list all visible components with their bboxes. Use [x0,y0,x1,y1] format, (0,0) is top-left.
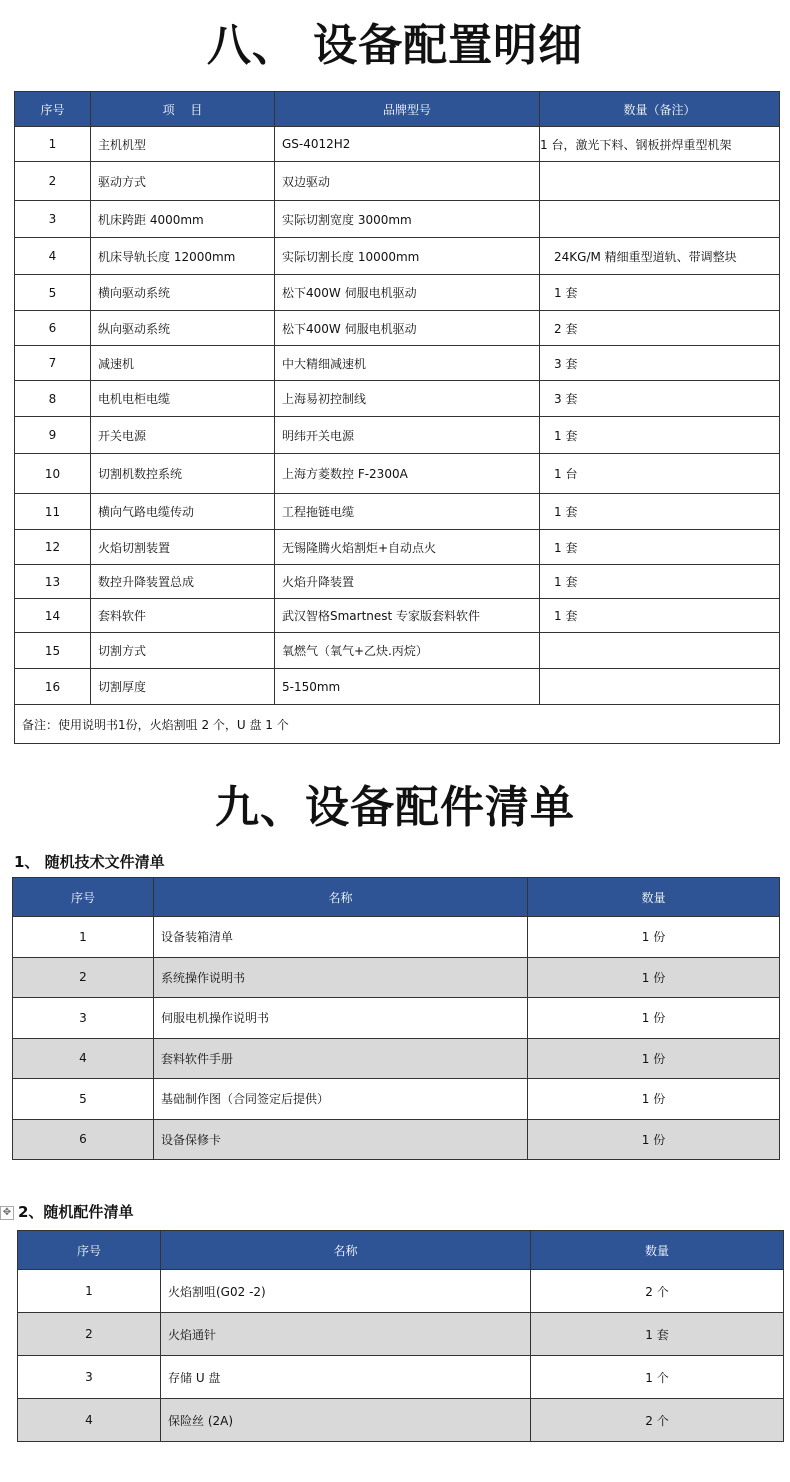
header-cell: 序号 [18,1231,161,1270]
table-cell: 2 个 [531,1270,784,1313]
table-cell: 基础制作图（合同签定后提供） [154,1079,528,1120]
note-cell: 备注：使用说明书1份，火焰割咀 2 个，U 盘 1 个 [15,705,780,744]
table-cell: 1 台，激光下料、钢板拼焊重型机架 [540,127,780,162]
header-cell: 名称 [161,1231,531,1270]
tech-docs-table [12,877,780,1160]
table-cell: 保险丝 (2A) [161,1399,531,1442]
table-cell: 实际切割宽度 3000mm [275,201,540,238]
table-cell: 16 [15,669,91,705]
table-row [13,998,780,1039]
table-cell: 2 个 [531,1399,784,1442]
table-cell [540,633,780,669]
table-row [18,1399,784,1442]
table-cell: 1 份 [528,957,780,998]
table-cell: 3 套 [540,381,780,417]
table-cell: 1 套 [540,565,780,599]
table-cell: 8 [15,381,91,417]
table-cell: 横向驱动系统 [91,275,275,311]
table-cell: 实际切割长度 10000mm [275,238,540,275]
table-cell: 横向气路电缆传动 [91,494,275,530]
section-8-title: 八、 设备配置明细 [206,20,584,71]
table-cell: 1 [13,917,154,958]
table-row [13,917,780,958]
header-cell: 数量 [528,878,780,917]
accessories-heading: 2、随机配件清单 [18,1203,134,1221]
table-cell: 电机电柜电缆 [91,381,275,417]
table-cell: 5 [13,1079,154,1120]
table-cell: 数控升降装置总成 [91,565,275,599]
table-cell: 切割机数控系统 [91,454,275,494]
table-row [15,530,780,565]
table-cell: 2 [18,1313,161,1356]
header-cell: 序号 [15,92,91,127]
table-row [15,201,780,238]
table-cell: 切割方式 [91,633,275,669]
note-row [15,705,780,744]
table-cell: 2 套 [540,311,780,346]
table-cell: 15 [15,633,91,669]
table-cell: 火焰割咀(G02 -2) [161,1270,531,1313]
table-row [13,1119,780,1160]
table-row [18,1313,784,1356]
table-cell: 6 [13,1119,154,1160]
table-row [15,494,780,530]
table-cell: 4 [18,1399,161,1442]
accessories-table [17,1230,784,1442]
header-cell: 名称 [154,878,528,917]
table-row [15,238,780,275]
table-cell: 主机机型 [91,127,275,162]
table-cell: 减速机 [91,346,275,381]
table-cell: 无锡隆腾火焰割炬+自动点火 [275,530,540,565]
table-cell: 设备装箱清单 [154,917,528,958]
table-cell: 10 [15,454,91,494]
table-cell: 火焰通针 [161,1313,531,1356]
table-cell: 机床跨距 4000mm [91,201,275,238]
table-row [15,162,780,201]
table-row [15,346,780,381]
move-handle-icon[interactable]: ✥ [0,1206,14,1220]
table-row [15,417,780,454]
table-cell: 设备保修卡 [154,1119,528,1160]
table-cell: 切割厚度 [91,669,275,705]
table-row [15,599,780,633]
table-cell: 1 [18,1270,161,1313]
table-cell: 氧燃气（氧气+乙炔.丙烷） [275,633,540,669]
table-row [15,454,780,494]
table-cell: 开关电源 [91,417,275,454]
table-row [15,381,780,417]
table-row [13,1079,780,1120]
table-row [15,127,780,162]
config-table-header [15,92,780,127]
table-cell: 2 [13,957,154,998]
table-cell: GS-4012H2 [275,127,540,162]
table-cell: 14 [15,599,91,633]
table-cell [540,669,780,705]
header-cell: 数量 [531,1231,784,1270]
tech-docs-heading: 1、 随机技术文件清单 [14,853,165,871]
table-cell: 1 套 [540,599,780,633]
table-cell: 1 份 [528,1079,780,1120]
table-cell: 明纬开关电源 [275,417,540,454]
table-cell: 5-150mm [275,669,540,705]
table-row [13,1038,780,1079]
table-cell: 4 [13,1038,154,1079]
table-row [13,957,780,998]
header-cell: 品牌型号 [275,92,540,127]
table-cell: 武汉智格Smartnest 专家版套料软件 [275,599,540,633]
table-cell: 中大精细减速机 [275,346,540,381]
table-cell: 工程拖链电缆 [275,494,540,530]
header-cell: 序号 [13,878,154,917]
table-cell: 机床导轨长度 12000mm [91,238,275,275]
table-cell: 7 [15,346,91,381]
table-cell: 3 [18,1356,161,1399]
config-table [14,91,780,744]
table-cell: 双边驱动 [275,162,540,201]
table-cell: 火焰切割装置 [91,530,275,565]
table-row [15,565,780,599]
table-cell: 驱动方式 [91,162,275,201]
table-cell [540,162,780,201]
table-row [15,669,780,705]
table-cell: 上海易初控制线 [275,381,540,417]
tech-docs-header [13,878,780,917]
table-cell: 系统操作说明书 [154,957,528,998]
table-cell: 松下400W 伺服电机驱动 [275,275,540,311]
section-9-title: 九、设备配件清单 [215,782,575,833]
table-cell: 3 套 [540,346,780,381]
table-row [15,633,780,669]
table-cell: 6 [15,311,91,346]
table-cell: 上海方菱数控 F-2300A [275,454,540,494]
table-cell [540,201,780,238]
table-cell: 3 [13,998,154,1039]
table-cell: 5 [15,275,91,311]
table-cell: 1 套 [540,275,780,311]
table-cell: 1 套 [540,417,780,454]
table-cell: 1 套 [540,530,780,565]
table-cell: 4 [15,238,91,275]
table-cell: 伺服电机操作说明书 [154,998,528,1039]
table-cell: 1 份 [528,917,780,958]
table-cell: 火焰升降装置 [275,565,540,599]
table-cell: 13 [15,565,91,599]
table-cell: 存储 U 盘 [161,1356,531,1399]
table-cell: 1 台 [540,454,780,494]
table-row [18,1356,784,1399]
accessories-header [18,1231,784,1270]
table-cell: 1 份 [528,998,780,1039]
header-cell: 项 目 [91,92,275,127]
table-cell: 24KG/M 精细重型道轨、带调整块 [540,238,780,275]
table-row [15,275,780,311]
table-cell: 套料软件 [91,599,275,633]
table-row [18,1270,784,1313]
table-row [15,311,780,346]
table-cell: 11 [15,494,91,530]
table-cell: 套料软件手册 [154,1038,528,1079]
table-cell: 9 [15,417,91,454]
table-cell: 纵向驱动系统 [91,311,275,346]
table-cell: 12 [15,530,91,565]
table-cell: 2 [15,162,91,201]
table-cell: 3 [15,201,91,238]
table-cell: 松下400W 伺服电机驱动 [275,311,540,346]
table-cell: 1 套 [540,494,780,530]
table-cell: 1 份 [528,1038,780,1079]
header-cell: 数量（备注） [540,92,780,127]
table-cell: 1 [15,127,91,162]
table-cell: 1 个 [531,1356,784,1399]
table-cell: 1 套 [531,1313,784,1356]
table-cell: 1 份 [528,1119,780,1160]
